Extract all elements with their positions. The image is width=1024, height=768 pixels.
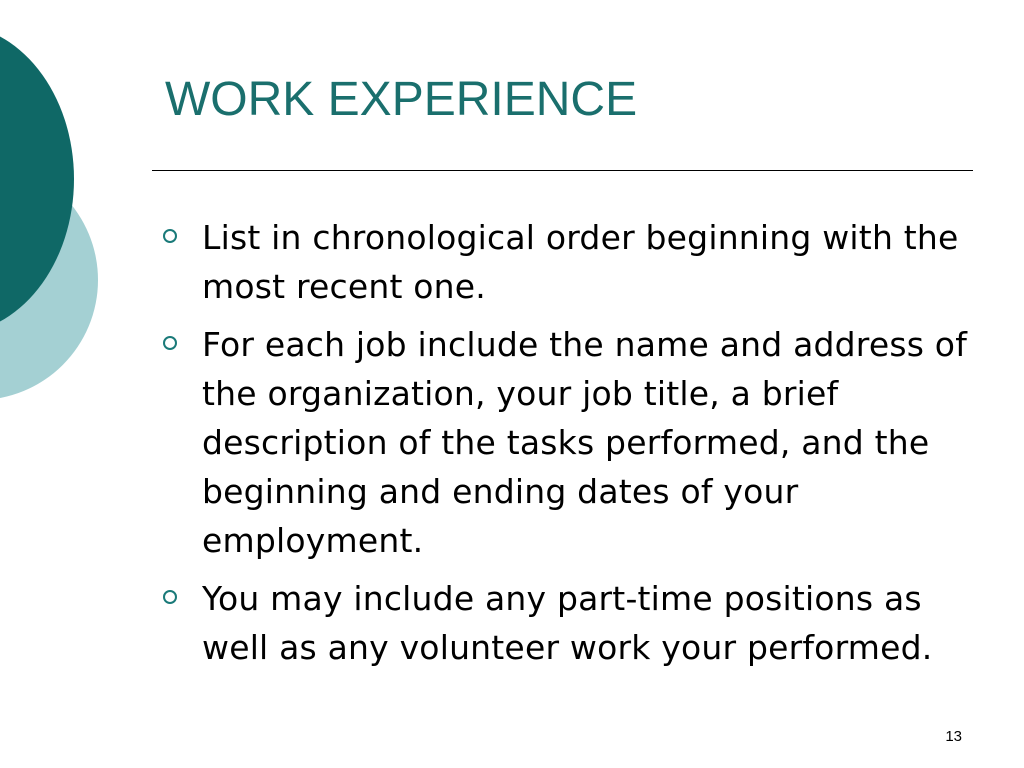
slide-number: 13 [945, 728, 962, 745]
hollow-circle-bullet-icon [163, 590, 177, 604]
bullet-item [163, 320, 973, 565]
bullet-text: List in chronological order beginning with the most recent one. [202, 218, 959, 306]
hollow-circle-bullet-icon [163, 229, 177, 243]
bullet-item [163, 574, 973, 672]
title-divider [152, 170, 973, 171]
bullet-item [163, 213, 973, 311]
hollow-circle-bullet-icon [163, 336, 177, 350]
bullet-text: For each job include the name and address of the organization, your job title, a brief description of the tasks performed, and the beginning and ending dates of your employment. [202, 325, 968, 560]
bullet-list [163, 213, 973, 681]
slide-title: WORK EXPERIENCE [165, 73, 638, 126]
bullet-text: You may include any part-time positions as well as any volunteer work your performed. [202, 579, 933, 667]
